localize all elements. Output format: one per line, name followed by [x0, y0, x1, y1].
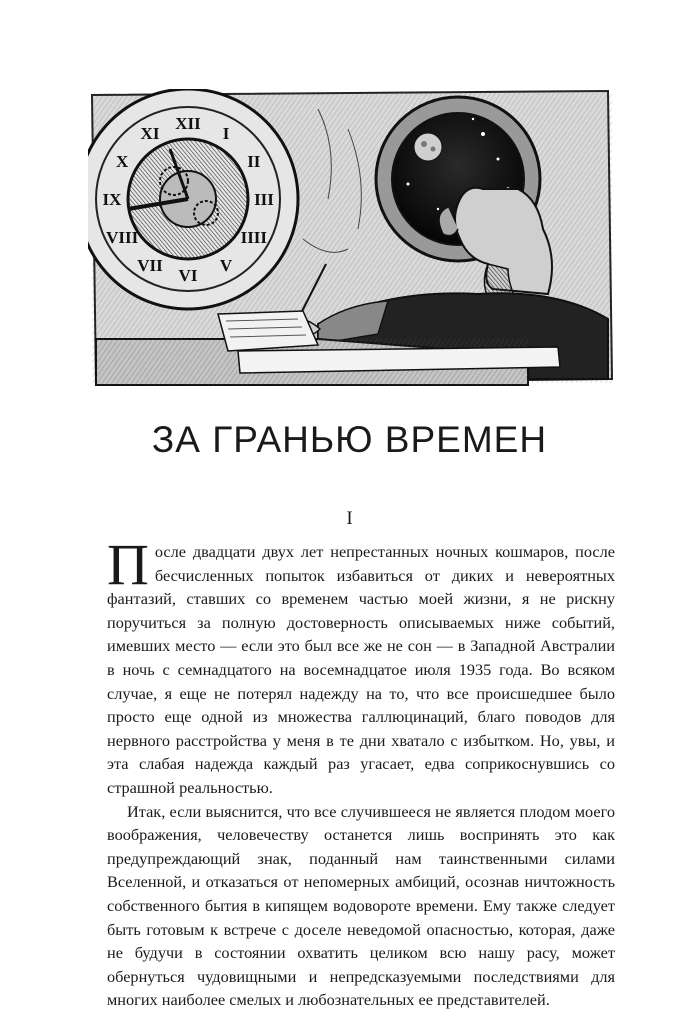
- clock-numeral: II: [247, 152, 261, 171]
- clock-numeral: IIII: [240, 228, 268, 247]
- paragraph-2: Итак, если выяснится, что все случившееся не является плодом моего воображения, человечеству останется лишь воспринять это как предупреждающий знак, поданный нам таинственными силами Вселенной, и отказаться от непомерных амбиций, осознав ничтожность собственного бытия в кипящем водовороте времени. Ему также следует быть готовым к встрече с доселе неведомой опасностью, которая, даже не будучи в состоянии охватить целиком всю нашу расу, может обернуться чудовищными и непредсказуемыми последствиями для многих наиболее смелых и любознательных ее представителей.: [107, 801, 615, 1010]
- clock-numeral: I: [222, 124, 230, 144]
- clock-numeral: VI: [178, 266, 198, 285]
- clock-numeral: VII: [137, 255, 163, 275]
- clock-numeral: XII: [175, 114, 201, 133]
- clock-numeral: VIII: [106, 228, 139, 247]
- paragraph-1-text: осле двадцати двух лет непрестанных ночных кошмаров, после бесчисленных попыток избавиться от диких и невероятных фантазий, ставших со временем частью моей жизни, я не рискну поручиться за полную достоверность описываемых ниже событий, имевших место — если это был все же не сон — в Западной Австралии в ночь с семнадцатого на восемнадцатое июля 1935 года. Во всяком случае, я еще не потерял надежду на то, что все происшедшее было просто еще одной из множества галлюцинаций, благо поводов для нервного расстройства у меня в те дни хватало с избытком. Но, увы, и эта слабая надежда каждый раз угасает, едва соприкоснувшись со страшной реальностью.: [107, 542, 615, 797]
- clock-icon: [88, 89, 298, 309]
- clock-numeral: XI: [140, 124, 160, 144]
- chapter-title: ЗА ГРАНЬЮ ВРЕМЕН: [151, 419, 548, 460]
- chapter-number: I: [346, 508, 353, 529]
- drop-cap: П: [107, 532, 149, 597]
- chapter-body: [107, 532, 615, 1012]
- clock-numeral: IX: [102, 190, 122, 209]
- clock-numeral: X: [116, 152, 129, 171]
- paragraph-1: [107, 532, 615, 800]
- clock-numeral: V: [219, 255, 233, 275]
- chapter-illustration: [88, 89, 616, 389]
- clock-numeral: III: [254, 190, 274, 209]
